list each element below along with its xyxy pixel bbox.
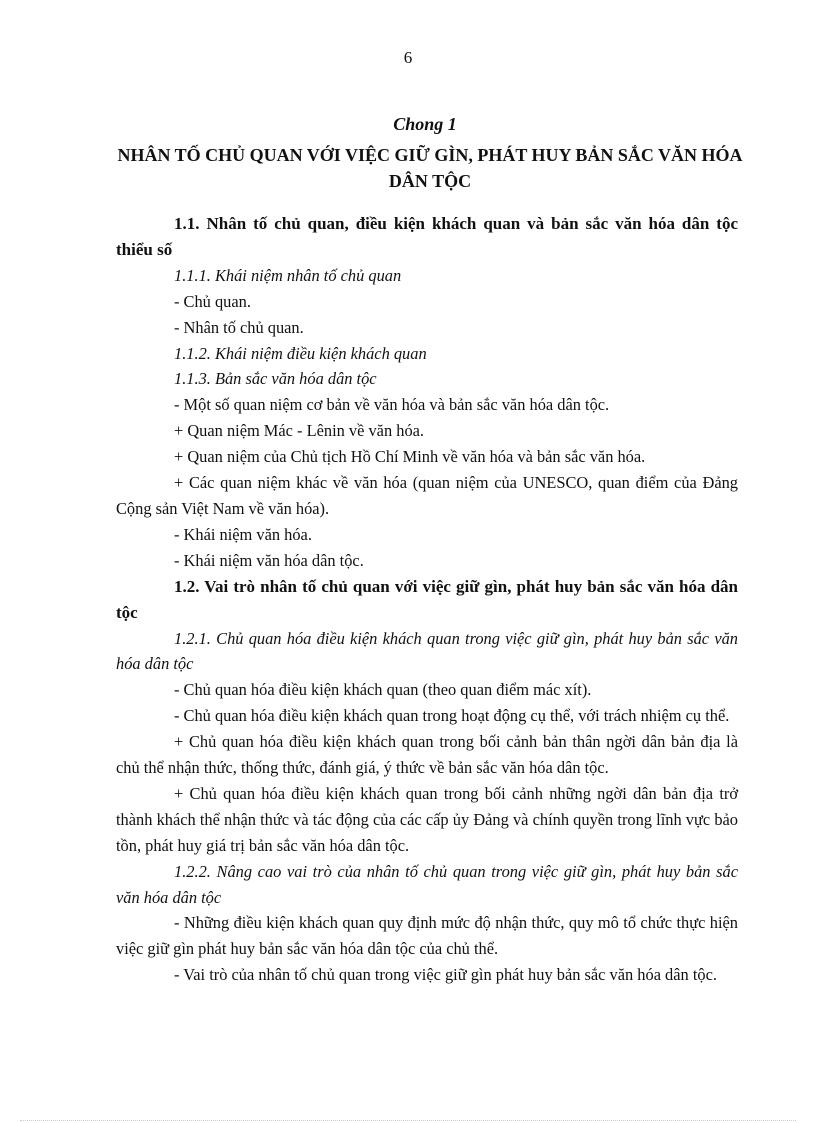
list-item: - Một số quan niệm cơ bản về văn hóa và bản sắc văn hóa dân tộc. — [174, 395, 610, 415]
list-item: + Chủ quan hóa điều kiện khách quan trong bối cảnh những ngời dân bản địa trở thành khách thể nhận thức và tác động của các cấp ủy Đảng và chính quyền trong lĩnh vực bảo tồn, phát huy giá trị bản sắc văn hóa dân tộc. — [116, 783, 738, 855]
list-item: + Chủ quan hóa điều kiện khách quan trong bối cảnh bản thân ngời dân bản địa là chủ thể nhận thức, thống thức, đánh giá, ý thức về bản sắc văn hóa dân tộc. — [116, 732, 738, 778]
list-item: + Các quan niệm khác về văn hóa (quan niệm của UNESCO, quan điểm của Đảng Cộng sản Việt Nam về văn hóa). — [116, 473, 738, 518]
list-item: - Chủ quan. — [174, 291, 251, 311]
list-item: - Vai trò của nhân tố chủ quan trong việc giữ gìn phát huy bản sắc văn hóa dân tộc. — [174, 965, 717, 985]
chapter-heading: Chong 1 — [393, 114, 457, 134]
subsection-heading-1-2-2: 1.2.2. Nâng cao vai trò của nhân tố chủ quan trong việc giữ gìn, phát huy bản sắc văn hóa dân tộc — [116, 861, 738, 907]
list-item: - Những điều kiện khách quan quy định mức độ nhận thức, quy mô tổ chức thực hiện việc giữ gìn phát huy bản sắc văn hóa dân tộc của chủ thể. — [116, 913, 738, 959]
chapter-title: NHÂN TỐ CHỦ QUAN VỚI VIỆC GIỮ GÌN, PHÁT HUY BẢN SẮC VĂN HÓA DÂN TỘC — [117, 145, 743, 191]
list-item: + Quan niệm của Chủ tịch Hồ Chí Minh về văn hóa và bản sắc văn hóa. — [174, 447, 646, 467]
list-item: - Chủ quan hóa điều kiện khách quan trong hoạt động cụ thể, với trách nhiệm cụ thể. — [174, 706, 730, 726]
list-item: - Khái niệm văn hóa dân tộc. — [174, 550, 364, 570]
list-item: - Nhân tố chủ quan. — [174, 317, 304, 337]
footer-divider — [20, 1120, 796, 1121]
section-heading-1-1: 1.1. Nhân tố chủ quan, điều kiện khách quan và bản sắc văn hóa dân tộc thiểu số — [116, 214, 738, 259]
section-heading-1-2: 1.2. Vai trò nhân tố chủ quan với việc giữ gìn, phát huy bản sắc văn hóa dân tộc — [116, 576, 738, 622]
list-item: + Quan niệm Mác - Lênin về văn hóa. — [174, 421, 425, 441]
subsection-heading-1-1-2: 1.1.2. Khái niệm điều kiện khách quan — [174, 343, 427, 363]
list-item: - Chủ quan hóa điều kiện khách quan (theo quan điểm mác xít). — [174, 680, 592, 700]
list-item: - Khái niệm văn hóa. — [174, 524, 312, 544]
subsection-heading-1-1-3: 1.1.3. Bản sắc văn hóa dân tộc — [174, 369, 377, 389]
page-number: 6 — [403, 48, 413, 67]
subsection-heading-1-2-1: 1.2.1. Chủ quan hóa điều kiện khách quan trong việc giữ gìn, phát huy bản sắc văn hóa dân tộc — [116, 628, 738, 674]
body-text — [116, 211, 738, 988]
subsection-heading-1-1-1: 1.1.1. Khái niệm nhân tố chủ quan — [174, 265, 402, 285]
